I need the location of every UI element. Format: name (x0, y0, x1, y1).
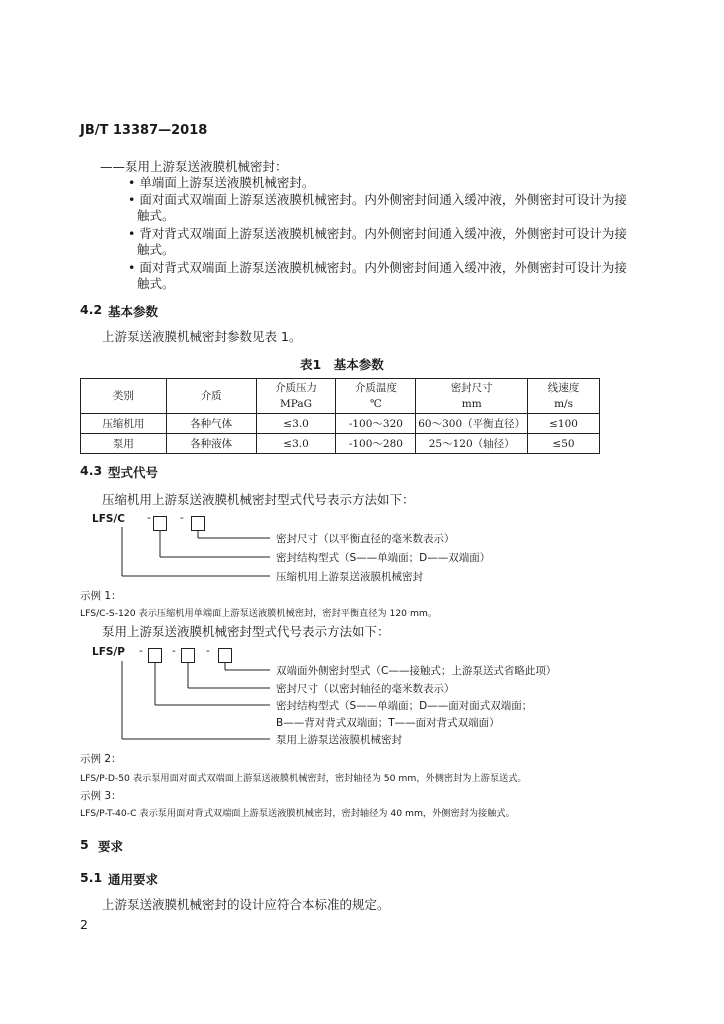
bullet-1: • 单端面上游泵送液膜机械密封。 (128, 175, 315, 190)
bullet-4: • 面对背式双端面上游泵送液膜机械密封。内外侧密封间通入缓冲液，外侧密封可设计为接 (128, 260, 627, 275)
pump-label-size: 密封尺寸（以密封轴径的毫米数表示） (276, 683, 455, 695)
section-4-3-number: 4.3 (80, 463, 103, 478)
table-cell: 各种气体 (166, 414, 256, 434)
table-cell: 各种液体 (166, 434, 256, 454)
section-5-title: 要求 (98, 839, 124, 854)
compressor-label-size: 密封尺寸（以平衡直径的毫米数表示） (276, 533, 455, 545)
code-dash: - (180, 512, 184, 524)
example-3-text: LFS/P-T-40-C 表示泵用面对背式双端面上游泵送液膜机械密封，密封轴径为 40 mm，外侧密封为接触式。 (80, 808, 515, 819)
section-5-number: 5 (80, 837, 89, 852)
pump-label-outer: 双端面外侧密封型式（C——接触式；上游泵送式省略此项） (276, 665, 557, 677)
table-cell: -100～320 (336, 414, 416, 434)
pump-label-structure: 密封结构型式（S——单端面；D——面对面式双端面； (276, 700, 533, 712)
table-title: 表1 基本参数 (300, 357, 384, 372)
code-dash: - (139, 645, 143, 657)
pump-code-prefix: LFS/P (92, 646, 125, 658)
compressor-label-structure: 密封结构型式（S——单端面；D——双端面） (276, 552, 491, 564)
table-header-cell: 密封尺寸 mm (416, 379, 528, 414)
table-cell: ≤100 (528, 414, 600, 434)
table-cell: 60～300（平衡直径） (416, 414, 528, 434)
table-cell: ≤3.0 (256, 414, 336, 434)
bullet-3: • 背对背式双端面上游泵送液膜机械密封。内外侧密封间通入缓冲液，外侧密封可设计为接 (128, 226, 627, 241)
table-header-cell: 介质 (166, 379, 256, 414)
standard-code-header: JB/T 13387—2018 (80, 123, 208, 138)
example-2-text: LFS/P-D-50 表示泵用面对面式双端面上游泵送液膜机械密封，密封轴径为 50 mm，外侧密封为上游泵送式。 (80, 773, 527, 784)
bullet-4-cont: 触式。 (137, 276, 175, 291)
table-header-cell: 介质压力 MPaG (256, 379, 336, 414)
compressor-code-lead: 压缩机用上游泵送液膜机械密封型式代号表示方法如下： (102, 492, 415, 507)
table-cell: 压缩机用 (81, 414, 167, 434)
section-4-2-text: 上游泵送液膜机械密封参数见表 1。 (102, 329, 302, 344)
section-4-2-title: 基本参数 (108, 304, 159, 319)
table-cell: ≤50 (528, 434, 600, 454)
pump-label-structure-cont: B——背对背式双端面；T——面对背式双端面） (276, 717, 500, 729)
example-2-title: 示例 2： (80, 753, 122, 765)
seal-size-placeholder-box (181, 648, 195, 663)
section-4-3-title: 型式代号 (108, 465, 159, 480)
code-dash: - (206, 645, 210, 657)
seal-structure-placeholder-box (148, 648, 162, 663)
code-dash: - (172, 645, 176, 657)
seal-type-placeholder-box (153, 516, 167, 531)
table-cell: -100～280 (336, 434, 416, 454)
section-4-2-number: 4.2 (80, 302, 103, 317)
section-5-1-title: 通用要求 (108, 872, 159, 887)
bullet-3-cont: 触式。 (137, 242, 175, 257)
seal-size-placeholder-box (191, 516, 205, 531)
pump-label-type: 泵用上游泵送液膜机械密封 (276, 734, 402, 746)
section-5-1-text: 上游泵送液膜机械密封的设计应符合本标准的规定。 (102, 897, 390, 912)
example-1-text: LFS/C-S-120 表示压缩机用单端面上游泵送液膜机械密封，密封平衡直径为 120 mm。 (80, 608, 438, 619)
bullet-2: • 面对面式双端面上游泵送液膜机械密封。内外侧密封间通入缓冲液，外侧密封可设计为接 (128, 192, 627, 207)
table-cell: 泵用 (81, 434, 167, 454)
compressor-label-type: 压缩机用上游泵送液膜机械密封 (276, 571, 423, 583)
compressor-code-prefix: LFS/C (92, 513, 125, 525)
table-header-cell: 介质温度 ℃ (336, 379, 416, 414)
example-1-title: 示例 1： (80, 590, 122, 602)
section-5-1-number: 5.1 (80, 870, 103, 885)
table-header-cell: 类别 (81, 379, 167, 414)
table-cell: 25～120（轴径） (416, 434, 528, 454)
code-dash: - (147, 512, 151, 524)
outer-seal-placeholder-box (218, 648, 232, 663)
intro-lead: ——泵用上游泵送液膜机械密封： (100, 159, 288, 174)
example-3-title: 示例 3： (80, 790, 122, 802)
bullet-2-cont: 触式。 (137, 208, 175, 223)
table-header-cell: 线速度 m/s (528, 379, 600, 414)
table-cell: ≤3.0 (256, 434, 336, 454)
pump-code-lead: 泵用上游泵送液膜机械密封型式代号表示方法如下： (102, 624, 390, 639)
page-number: 2 (80, 917, 88, 932)
